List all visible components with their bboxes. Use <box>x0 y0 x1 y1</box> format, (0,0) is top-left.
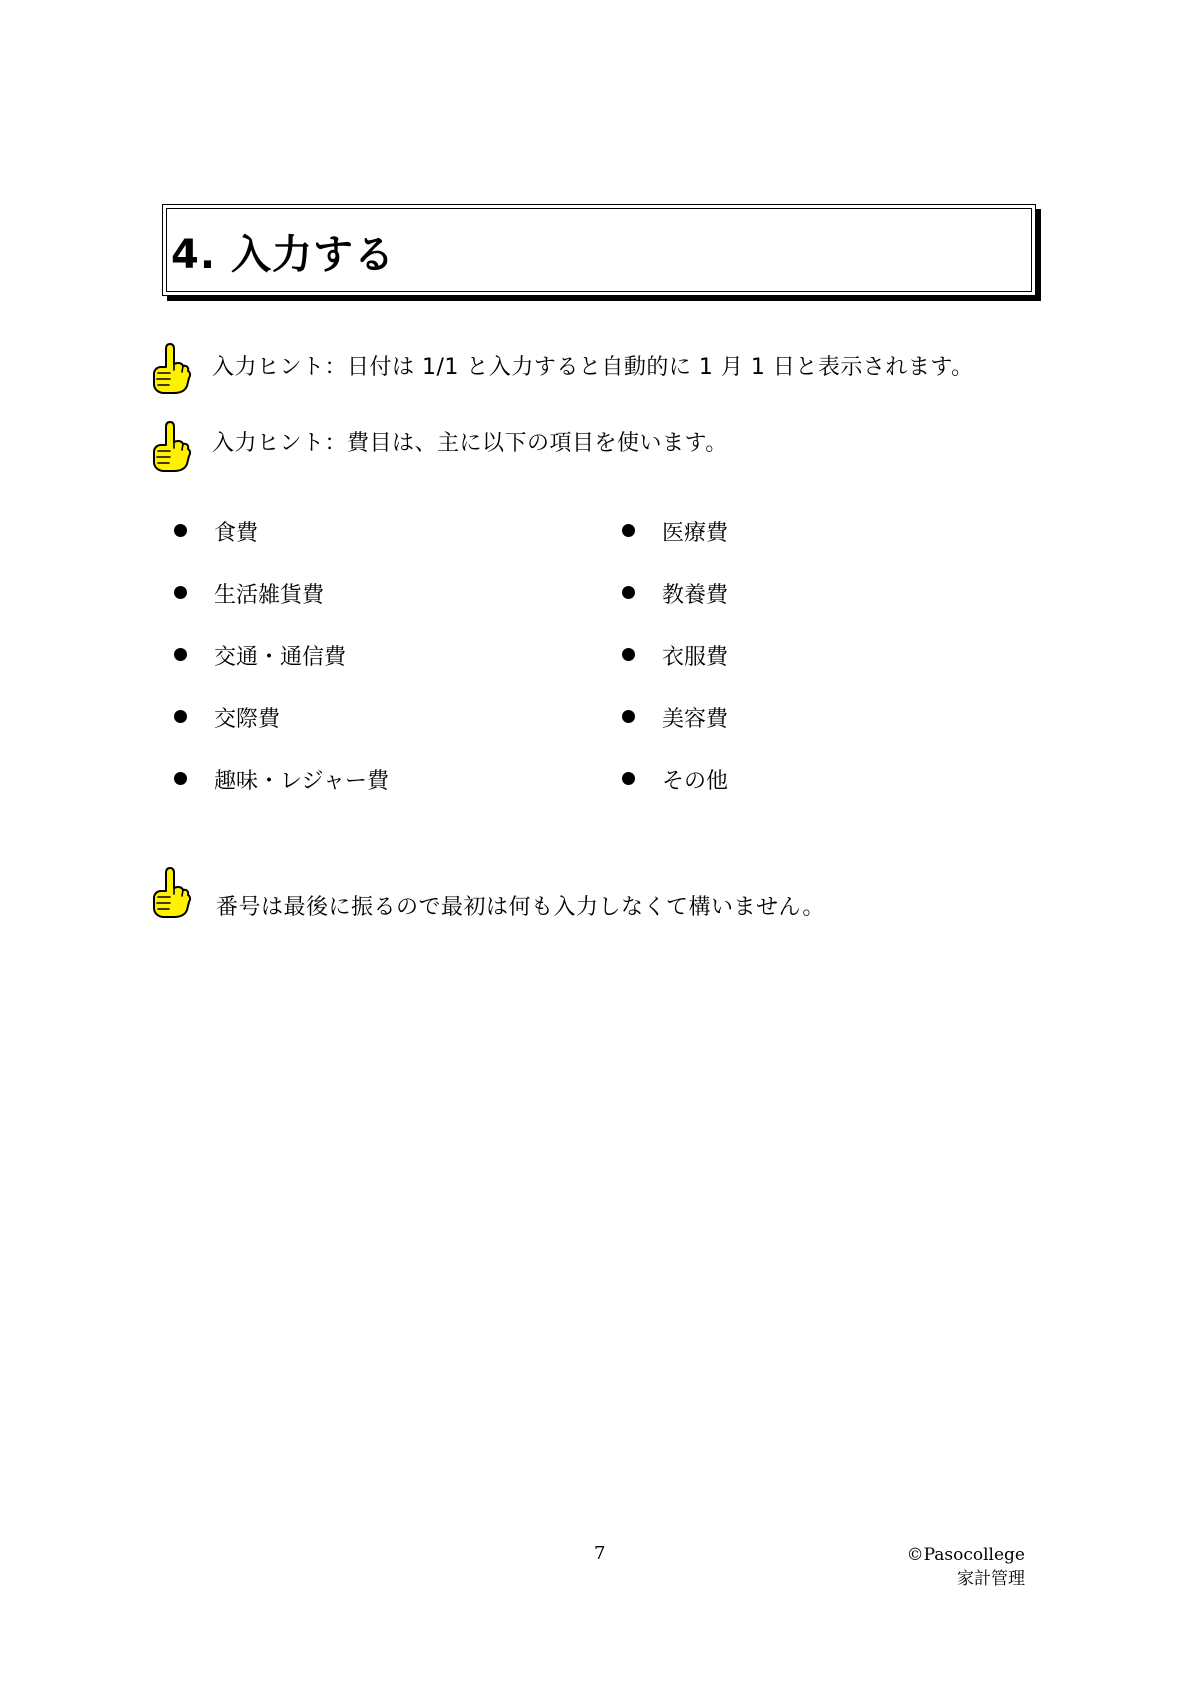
hint-text-categories: 入力ヒント：費目は、主に以下の項目を使います。 <box>212 431 728 456</box>
bullet-icon <box>622 710 635 723</box>
page-number: 7 <box>594 1543 606 1564</box>
pointing-hand-icon <box>150 340 192 396</box>
pointing-hand-icon <box>150 864 192 920</box>
section-title: 4. 入力する <box>171 232 395 278</box>
bullet-icon <box>174 648 187 661</box>
bullet-icon <box>174 524 187 537</box>
bullet-icon <box>622 648 635 661</box>
list-item: 美容費 <box>620 702 1020 764</box>
list-item: 生活雑貨費 <box>172 578 572 640</box>
category-list-right <box>620 516 1020 826</box>
bullet-icon <box>174 710 187 723</box>
footer-copyright <box>907 1543 1025 1591</box>
category-list-left <box>172 516 572 826</box>
bullet-icon <box>622 524 635 537</box>
hint-number <box>150 864 1050 924</box>
list-item: その他 <box>620 764 1020 826</box>
list-item: 交通・通信費 <box>172 640 572 702</box>
bullet-icon <box>622 772 635 785</box>
list-item: 医療費 <box>620 516 1020 578</box>
list-item: 趣味・レジャー費 <box>172 764 572 826</box>
bullet-icon <box>174 772 187 785</box>
pointing-hand-icon <box>150 418 192 474</box>
hint-date <box>150 340 1050 400</box>
copyright-text: ©Pasocollege <box>906 1545 1025 1565</box>
list-item: 食費 <box>172 516 572 578</box>
list-item: 交際費 <box>172 702 572 764</box>
list-item: 教養費 <box>620 578 1020 640</box>
hint-text-number: 番号は最後に振るので最初は何も入力しなくて構いません。 <box>216 895 825 920</box>
bullet-icon <box>174 586 187 599</box>
list-item: 衣服費 <box>620 640 1020 702</box>
section-title-box <box>162 204 1036 296</box>
hint-categories <box>150 418 1050 478</box>
document-subtitle: 家計管理 <box>957 1569 1025 1589</box>
hint-text-date: 入力ヒント：日付は 1/1 と入力すると自動的に 1 月 1 日と表示されます。 <box>212 355 974 380</box>
bullet-icon <box>622 586 635 599</box>
